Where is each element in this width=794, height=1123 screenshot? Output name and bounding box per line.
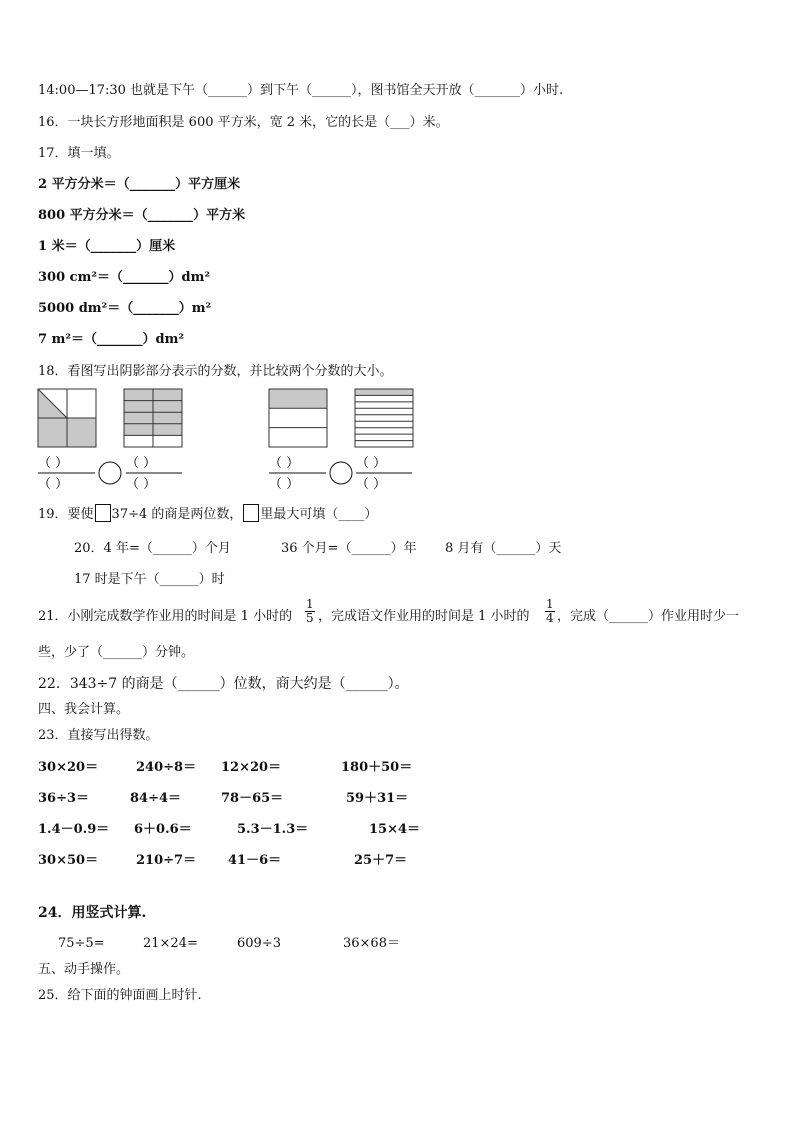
calc-item: 12×20＝ — [221, 760, 282, 775]
figure-1-square — [38, 389, 96, 447]
fraction-one-fourth — [545, 598, 555, 625]
calc-item: 30×50＝ — [38, 853, 99, 868]
fraction-blank-2[interactable] — [126, 456, 182, 492]
question-21-text-b: ，完成语文作业用的时间是 1 小时的 — [318, 609, 530, 624]
figure-3-bars — [269, 389, 327, 447]
svg-text:（ ）: （ ） — [38, 477, 69, 492]
question-15: 14:00—17:30 也就是下午（______）到下午（______），图书馆全天开放（_______）小时. — [38, 83, 564, 98]
calc-item: 41－6＝ — [228, 853, 282, 868]
fraction-blank-4[interactable] — [356, 456, 412, 492]
question-20-part-c: 8 月有（______）天 — [445, 541, 562, 556]
question-20-part-d: 17 时是下午（______）时 — [74, 572, 225, 587]
fraction-numerator: 1 — [546, 597, 554, 611]
fraction-figures — [0, 385, 794, 495]
question-19-text-c: 里最大可填（____） — [260, 507, 378, 522]
question-17-item: 7 m²＝（_______）dm² — [38, 332, 185, 347]
calc-item: 180＋50＝ — [341, 760, 413, 775]
svg-text:（ ）: （ ） — [269, 477, 300, 492]
question-17-title: 17．填一填。 — [38, 146, 120, 161]
vertical-calc-item: 609÷3 — [237, 936, 281, 951]
question-19-text-b: 37÷4 的商是两位数， — [111, 507, 243, 522]
calc-item: 59＋31＝ — [346, 791, 409, 806]
question-19-text-a: 19．要使 — [38, 507, 94, 522]
question-19 — [38, 504, 377, 524]
question-22: 22．343÷7 的商是（______）位数，商大约是（______）。 — [38, 676, 409, 692]
fraction-blank-3[interactable] — [269, 456, 326, 492]
calc-item: 15×4＝ — [369, 822, 421, 837]
figure-4-bars — [355, 389, 413, 447]
calc-item: 6＋0.6＝ — [134, 822, 192, 837]
question-17-item: 1 米＝（_______）厘米 — [38, 239, 176, 254]
question-25: 25．给下面的钟面画上时针. — [38, 988, 202, 1003]
fraction-blank-1[interactable] — [38, 456, 95, 492]
fraction-denominator: 5 — [306, 611, 314, 625]
question-16: 16．一块长方形地面积是 600 平方米，宽 2 米，它的长是（___）米。 — [38, 115, 449, 130]
calc-item: 1.4－0.9＝ — [38, 822, 110, 837]
svg-text:（ ）: （ ） — [356, 456, 387, 471]
calc-item: 78－65＝ — [221, 791, 284, 806]
question-20-part-a: 20．4 年=（______）个月 — [74, 541, 231, 556]
question-24-title: 24．用竖式计算. — [38, 905, 147, 921]
question-21-text-d: 些，少了（______）分钟。 — [38, 645, 195, 660]
svg-text:（ ）: （ ） — [126, 456, 157, 471]
vertical-calc-item: 75÷5= — [58, 936, 105, 951]
calc-item: 240÷8＝ — [136, 760, 197, 775]
svg-text:（ ）: （ ） — [38, 456, 69, 471]
calc-item: 5.3－1.3＝ — [237, 822, 309, 837]
calc-item: 36÷3＝ — [38, 791, 90, 806]
answer-box[interactable] — [243, 504, 259, 522]
svg-text:（ ）: （ ） — [269, 456, 300, 471]
question-17-item: 300 cm²＝（_______）dm² — [38, 270, 211, 285]
calc-item: 30×20＝ — [38, 760, 99, 775]
question-23-title: 23．直接写出得数。 — [38, 728, 159, 743]
fraction-numerator: 1 — [306, 597, 314, 611]
compare-circle-2[interactable] — [330, 462, 352, 484]
answer-box[interactable] — [95, 504, 111, 522]
question-17-item: 5000 dm²＝（_______）m² — [38, 301, 212, 316]
compare-circle-1[interactable] — [99, 462, 121, 484]
question-20-part-b: 36 个月=（______）年 — [281, 541, 417, 556]
vertical-calc-item: 21×24= — [143, 936, 198, 951]
question-17-item: 800 平方分米＝（_______）平方米 — [38, 208, 246, 223]
figure-2-grid — [124, 389, 182, 447]
question-17-item: 2 平方分米＝（_______）平方厘米 — [38, 177, 241, 192]
section-5-heading: 五、动手操作。 — [38, 962, 130, 977]
question-18-title: 18．看图写出阴影部分表示的分数，并比较两个分数的大小。 — [38, 364, 393, 379]
calc-item: 210÷7＝ — [136, 853, 197, 868]
svg-text:（ ）: （ ） — [126, 477, 157, 492]
calc-item: 25＋7＝ — [354, 853, 408, 868]
fraction-denominator: 4 — [546, 611, 554, 625]
section-4-heading: 四、我会计算。 — [38, 702, 130, 717]
question-21-text-a: 21．小刚完成数学作业用的时间是 1 小时的 — [38, 609, 293, 624]
vertical-calc-item: 36×68＝ — [343, 936, 400, 951]
question-21-text-c: ，完成（______）作业用时少一 — [557, 609, 740, 624]
calc-item: 84÷4＝ — [130, 791, 182, 806]
svg-text:（ ）: （ ） — [356, 477, 387, 492]
fraction-one-fifth — [305, 598, 315, 625]
